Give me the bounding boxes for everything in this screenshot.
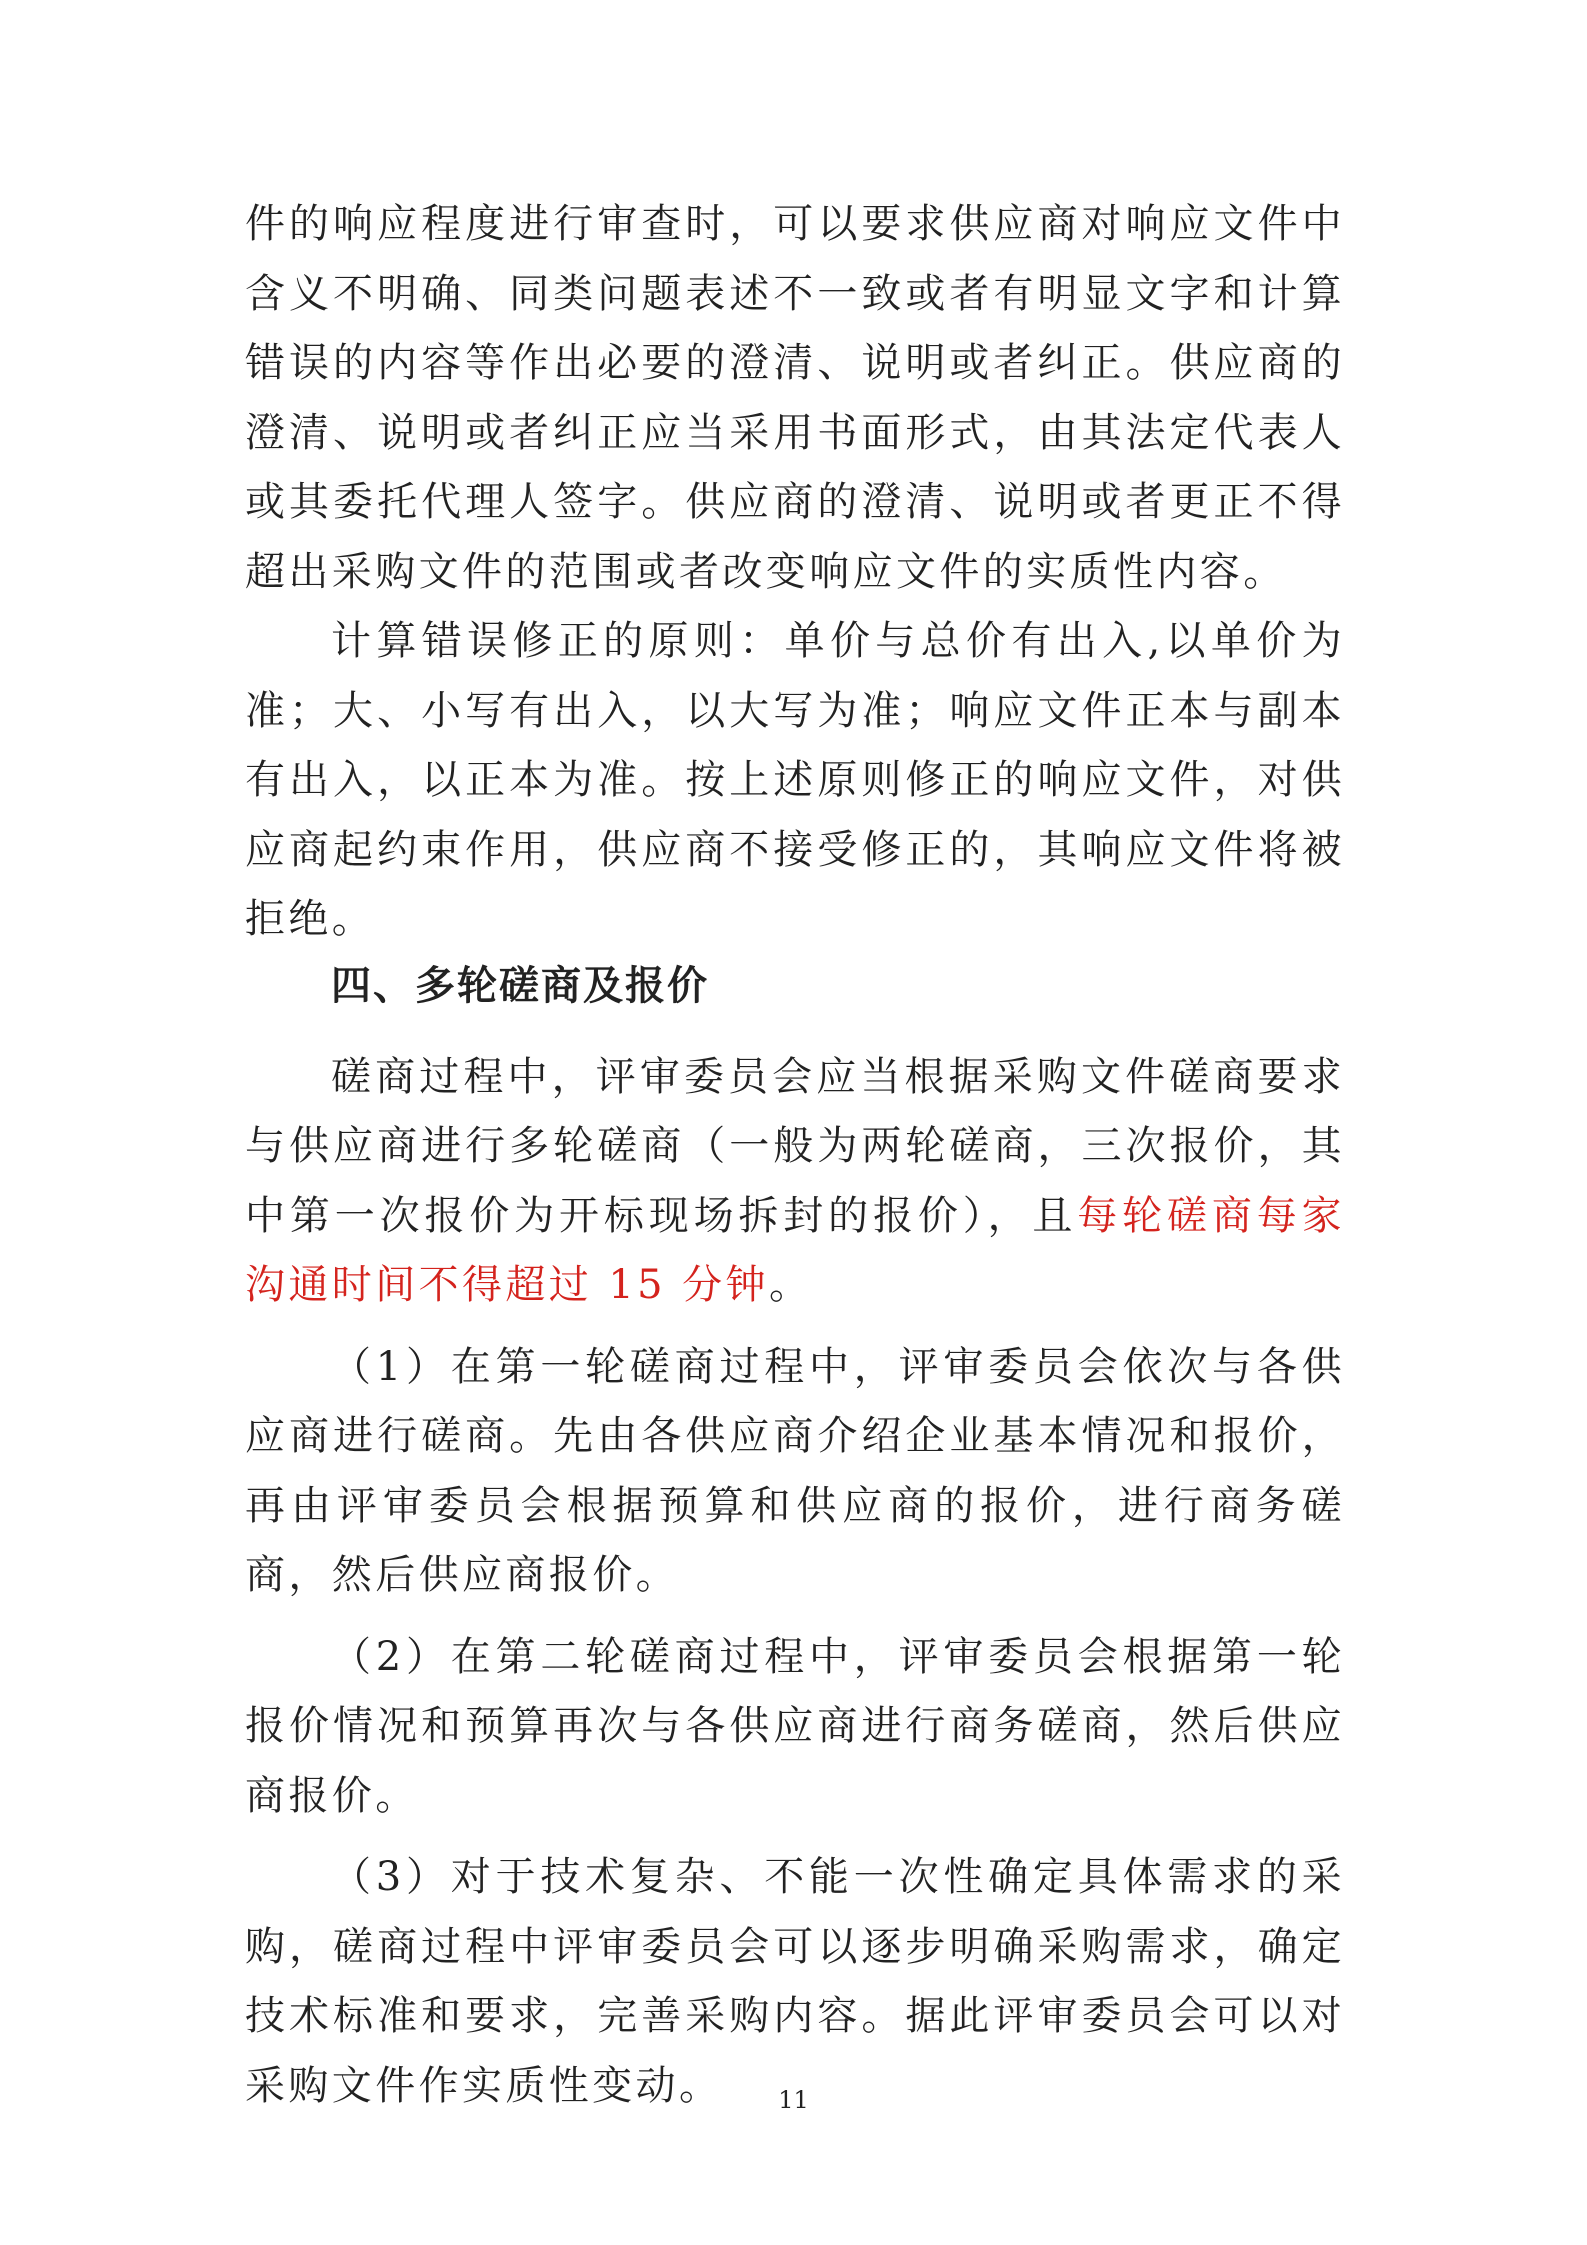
page-body — [245, 190, 1345, 2121]
paragraph-first-round: （1）在第一轮磋商过程中，评审委员会依次与各供应商进行磋商。先由各供应商介绍企业基本情况和报价，再由评审委员会根据预算和供应商的报价，进行商务磋商，然后供应商报价。 — [245, 1343, 1345, 1598]
paragraph-negotiation-process — [245, 1043, 1345, 1321]
negotiation-text: 磋商过程中，评审委员会应当根据采购文件磋商要求与供应商进行多轮磋商（一般为两轮磋商，三次报价，其中第一次报价为开标现场拆封的报价），且 — [245, 1053, 1345, 1239]
time-limit-highlight: 每轮磋商每家沟通时间不得超过 15 分钟 — [245, 1192, 1345, 1308]
paragraph-error-correction: 计算错误修正的原则：单价与总价有出入,以单价为准；大、小写有出入，以大写为准；响应文件正本与副本有出入，以正本为准。按上述原则修正的响应文件，对供应商起约束作用，供应商不接受修正的，其响应文件将被拒绝。 — [245, 618, 1345, 942]
paragraph-review-clarification: 件的响应程度进行审查时，可以要求供应商对响应文件中含义不明确、同类问题表述不一致或者有明显文字和计算错误的内容等作出必要的澄清、说明或者纠正。供应商的澄清、说明或者纠正应当采用书面形式，由其法定代表人或其委托代理人签字。供应商的澄清、说明或者更正不得超出采购文件的范围或者改变响应文件的实质性内容。 — [245, 201, 1345, 595]
section-heading: 四、多轮磋商及报价 — [331, 962, 709, 1009]
page-number: 11 — [778, 2086, 809, 2114]
paragraph-complex-procurement: （3）对于技术复杂、不能一次性确定具体需求的采购，磋商过程中评审委员会可以逐步明确采购需求，确定技术标准和要求，完善采购内容。据此评审委员会可以对采购文件作实质性变动。 — [245, 1854, 1345, 2109]
negotiation-text-end: 。 — [768, 1262, 813, 1308]
paragraph-second-round: （2）在第二轮磋商过程中，评审委员会根据第一轮报价情况和预算再次与各供应商进行商务磋商，然后供应商报价。 — [245, 1633, 1345, 1819]
